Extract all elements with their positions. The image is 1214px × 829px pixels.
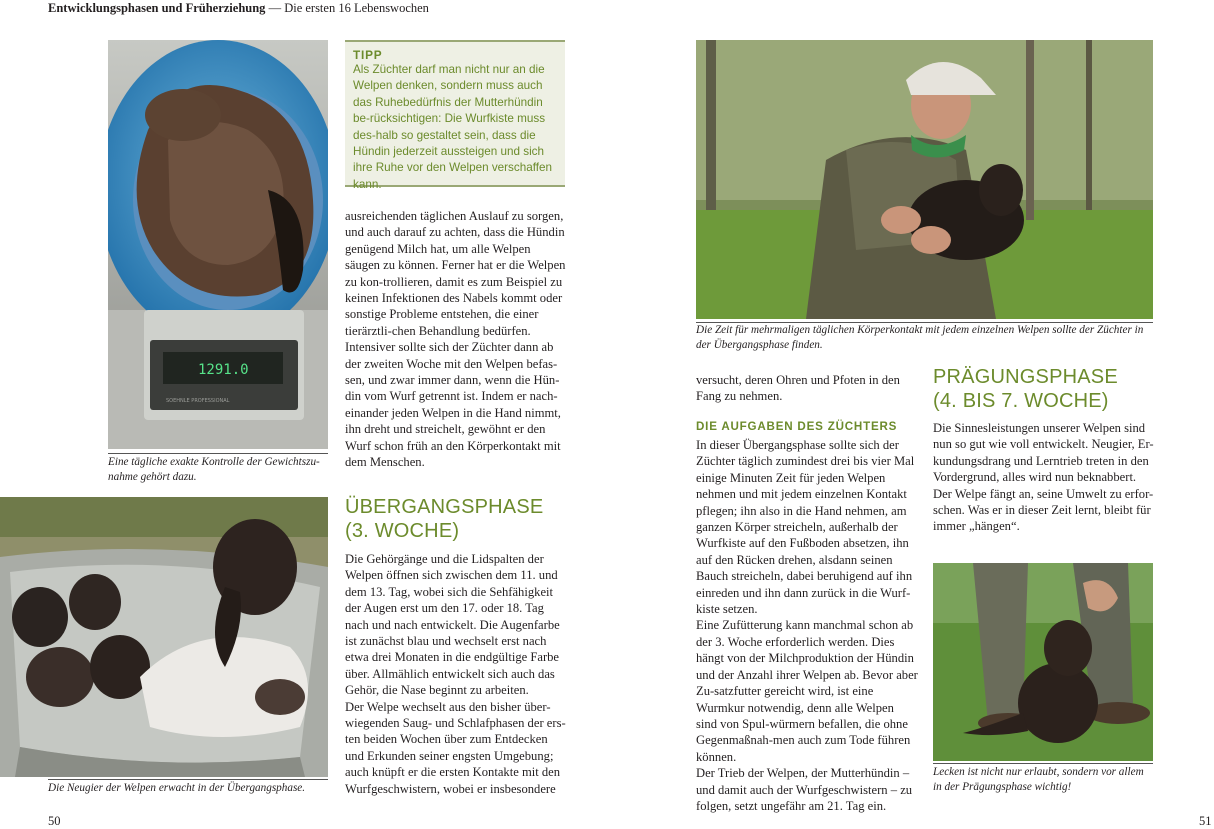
text-column-left-page	[345, 208, 567, 471]
running-header-title: Entwicklungsphasen und Früherziehung	[48, 1, 266, 15]
photo-breeder-holding-puppy	[696, 40, 1153, 319]
text-column-right-page-left-body	[696, 437, 918, 814]
photo-caption-wheelbarrow: Die Neugier der Welpen erwacht in der Übergangsphase.	[48, 782, 306, 794]
tip-box	[345, 40, 565, 191]
heading-line: (3. WOCHE)	[345, 520, 460, 542]
tip-title: TIPP	[353, 48, 383, 62]
photo-puppy-on-scale	[108, 40, 328, 449]
section-heading-uebergangsphase	[345, 495, 570, 543]
paragraph: Der Trieb der Welpen, der Mutterhündin – und damit auch der Wurfgeschwistern – zu folgen, setzt ungefähr am 21. Tag ein.	[696, 766, 913, 813]
paragraph: Der Welpe wechselt aus den bisher über-wiegenden Saug- und Schlafphasen der ers-ten beiden Wochen über zum Entdecken und Erkunden seiner engsten Umgebung; auch knüpft er die ersten Kontakte mit den Wurfgeschwistern, wobei er insbesondere	[345, 699, 566, 796]
scale-brand-text: SOEHNLE PROFESSIONAL	[166, 398, 230, 404]
heading-line: PRÄGUNGSPHASE	[933, 366, 1118, 388]
running-header	[48, 1, 429, 16]
text-column-right-page-left	[696, 372, 918, 405]
photo-caption-breeder: Die Zeit für mehrmaligen täglichen Körperkontakt mit jedem einzelnen Welpen sollte der Züchter in der Übergangsphase finden.	[696, 324, 1144, 351]
paragraph: Die Gehörgänge und die Lidspalten der Welpen öffnen sich zwischen dem 11. und dem 13. Tag, wobei sich die Sehfähigkeit der Augen erst um den 17. oder 18. Tag nach und nach entwickelt. Die Augenfarbe ist zunächst blau und wechselt erst nach etwa drei Monaten in die endgültige Farbe über. Allmählich entwickelt sich auch das Gehör, die Nase beginnt zu arbeiten.	[345, 552, 560, 698]
photo-puppy-licking-hand	[933, 563, 1153, 761]
photo-puppies-wheelbarrow	[0, 497, 328, 777]
heading-line: DIE AUFGABEN DES ZÜCHTERS	[696, 420, 898, 433]
caption-rule	[108, 453, 328, 454]
scale-display-text: 1291.0	[198, 362, 249, 378]
paragraph: Intensiver sollte sich der Züchter dann ab der zweiten Woche mit den Welpen befas-sen, und zwar immer dann, wenn die Hün-din vom Wurf getrennt ist. Indem er nach-einander jeden Welpen in die Hand nimmt, ihn dreht und streichelt, gewöhnt er den Wurf schon früh an den Körperkontakt mit dem Menschen.	[345, 340, 561, 470]
text-column-left-page-lower	[345, 551, 567, 797]
heading-line: (4. BIS 7. WOCHE)	[933, 390, 1109, 412]
photo-caption-scale: Eine tägliche exakte Kontrolle der Gewichtszu-nahme gehört dazu.	[108, 456, 320, 483]
paragraph: Die Sinnesleistungen unserer Welpen sind nun so gut wie voll entwickelt. Neugier, Er-kundungsdrang und Lerntrieb treten in den Vordergrund, alles wird nun beknabbert. Der Welpe fängt an, seine Umwelt zu erfor-schen. Was er in dieser Zeit lernt, bleibt für immer „hängen“.	[933, 421, 1154, 534]
paragraph: In dieser Übergangsphase sollte sich der Züchter täglich zumindest drei bis vier Mal einige Minuten Zeit für jeden Welpen nehmen und mit jedem einzelnen Kontakt pflegen; ihn also in die Hand nehmen, am ganzen Körper streicheln, außerhalb der Wurfkiste auf den Fußboden absetzen, ihn auf den Rücken drehen, alsdann seinen Bauch streicheln, dabei beruhigend auf ihn einreden und ihn dann zurück in die Wurf-kiste setzen.	[696, 438, 915, 617]
caption-rule	[933, 763, 1153, 764]
running-header-separator: —	[268, 1, 282, 15]
heading-line: ÜBERGANGSPHASE	[345, 496, 544, 518]
caption-rule	[48, 779, 328, 780]
text-column-right-page-right	[933, 420, 1155, 535]
tip-text: Als Züchter darf man nicht nur an die Welpen denken, sondern muss auch das Ruhebedürfnis der Mutterhündin be-rücksichtigen: Die Wurfkiste muss des-halb so gestaltet sein, dass die Hündin jederzeit aussteigen und sich ihre Ruhe vor den Welpen verschaffen kann.	[353, 63, 553, 191]
paragraph: versucht, deren Ohren und Pfoten in den Fang zu nehmen.	[696, 373, 900, 404]
section-heading-aufgaben	[696, 420, 918, 433]
page-number-right: 51	[1199, 814, 1212, 828]
page-number-left: 50	[48, 814, 61, 828]
section-heading-praegungsphase	[933, 365, 1158, 413]
paragraph: ausreichenden täglichen Auslauf zu sorgen, und auch darauf zu achten, dass die Hündin genügend Milch hat, um alle Welpen säugen zu können. Ferner hat er die Welpen zu kon-trollieren, damit es zum Beispiel zu keinen Infektionen des Nabels kommt oder sonstige Probleme entstehen, die einer tierärztli-chen Behandlung bedürfen.	[345, 209, 566, 338]
paragraph: Eine Zufütterung kann manchmal schon ab der 3. Woche erforderlich werden. Dies hängt von der Milchproduktion der Hündin und der Anzahl ihrer Welpen ab. Bevor aber Zu-satzfutter gereicht wird, ist eine Wurmkur notwendig, denn alle Welpen sind von Spul-würmern befallen, die ohne Gegenmaßnah-men auch zum Tode führen können.	[696, 618, 918, 764]
running-header-subtitle: Die ersten 16 Lebenswochen	[284, 1, 429, 15]
photo-caption-licking: Lecken ist nicht nur erlaubt, sondern vor allem in der Prägungsphase wichtig!	[933, 766, 1144, 793]
